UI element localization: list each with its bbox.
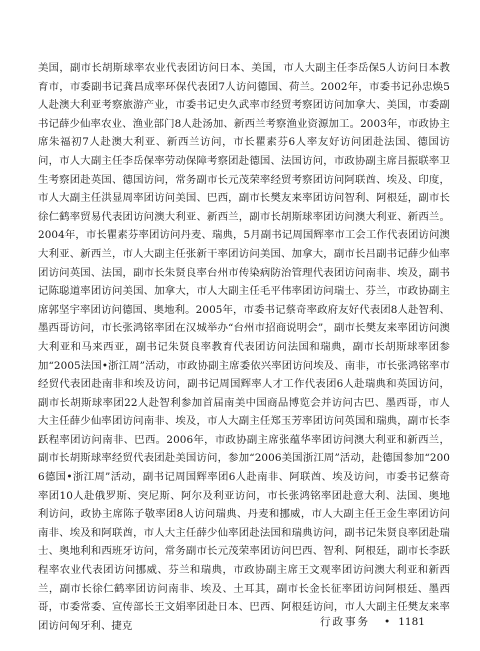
body-paragraph: 美国，副市长胡斯球率农业代表团访问日本、美国，市人大副主任李岳保5人访问日本教育市，市委副书记龚昌成率环保代表团7人访问德国、荷兰。2002年，市委书记孙忠焕5人赴澳大利亚考察旅游产业，市委书记史久武率市经贸考察团访问加拿大、美国，市委副书记薛少仙率农业、渔业部门8人赴汤加、新西兰考察渔业资源加工。2003年，市政协主席朱福初7人赴澳大利亚、新西兰访问，市长瞿素芬6人率友好访问团赴法国、德国访问，市人大副主任李岳保率劳动保障考察团赴德国、法国访问，市政协副主席吕振联率卫生考察团赴英国、德国访问，常务副市长元茂荣率经贸考察团访问阿联酋、埃及、印度，市人大副主任洪显周率团访问美国、巴西，副市长樊友来率团访问智利、阿根廷，副市长徐仁鹤率贸易代表团访问澳大利亚、新西兰，副市长胡斯球率团访问澳大利亚、新西兰。2004年，市长瞿素芬率团访问丹麦、瑞典，5月副书记周国辉率市工会工作代表团访问澳大利亚、新西兰，市人大副主任张新干率团访问美国、加拿大，副市长吕副书记薛少仙率团访问英国、法国，副市长朱贤良率台州市传染病防治管理代表团访问南非、埃及，副书记陈聪道率团访问美国、加拿大，市人大副主任毛平伟率团访问瑞士、芬兰，市政协副主席郭坚宇率团访问德国、奥地利。2005年，市委书记蔡奇率政府友好代表团8人赴智利、墨西哥访问，市长张鸿铭率团在汉城举办“台州市招商说明会”，副市长樊友来率团访问澳大利亚和马来西亚，副书记朱贤良率教育代表团访问法国和瑞典，副市长胡斯球率团参加“2005法国•浙江周”活动，市政协副主席委依兴率团访问埃及、南非，市长张鸿铭率市经贸代表团赴南非和埃及访问，副书记周国辉率人才工作代表团6人赴瑞典和英国访问，副市长胡斯球率团22人赴智利参加首届南美中国商品博览会并访问古巴、墨西哥，市人大主任薛少仙率团访问南非、埃及，市人大副主任郑玉芳率团访问英国和瑞典，副市长李跃程率团访问南非、巴西。2006年，市政协副主席张蕴华率团访问澳大利亚和新西兰，副市长胡斯球率经贸代表团赴美国访问，参加“2006美国浙江周”活动，赴德国参加“2006德国•浙江周”活动，副书记周国辉率团6人赴南非、阿联酋、埃及访问，市委书记蔡奇率团10人赴俄罗斯、突尼斯、阿尔及利亚访问，市长张鸿铭率团赴意大利、法国、奥地利访问，政协主席陈子敬率团8人访问瑞典、丹麦和挪威，市人大副主任王金生率团访问南非、埃及和阿联酋，市人大主任薛少仙率团赴法国和瑞典访问，副书记朱贤良率团赴瑞士、奥地利和西班牙访问，常务副市长元茂荣率团访问巴西、智利、阿根廷，副市长李跃程率农业代表团访问挪威、芬兰和瑞典，市政协副主席王文观率团访问澳大利亚和新西兰，副市长徐仁鹤率团访问南非、埃及、土耳其，副市长金长征率团访问阿根廷、墨西哥，市委常委、宣传部长王文娟率团赴日本、巴西、阿根廷访问，市人大副主任樊友来率团访问匈牙利、捷克: [38, 62, 450, 632]
footer-page-number: 1181: [398, 616, 425, 628]
footer-separator-dot: •: [384, 616, 391, 628]
page-footer: [320, 614, 460, 630]
footer-section-title: 行政事务: [320, 616, 370, 628]
document-page: [38, 59, 450, 635]
